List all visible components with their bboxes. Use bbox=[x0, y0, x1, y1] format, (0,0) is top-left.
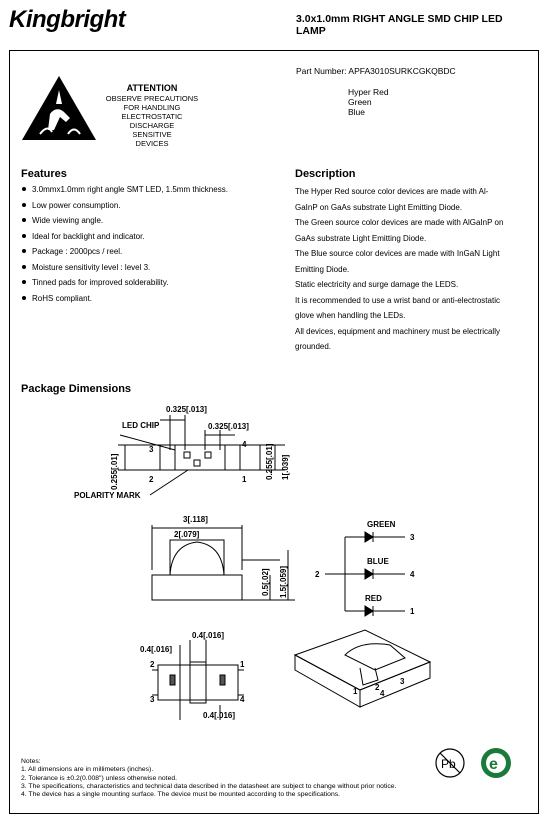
pin-label: 3 bbox=[400, 677, 405, 686]
dim-label: 0.4[.016] bbox=[203, 711, 236, 720]
pin-label: 2 bbox=[315, 570, 320, 579]
pin-label: 1 bbox=[240, 660, 245, 669]
pin-label: 4 bbox=[242, 440, 247, 449]
led-chip-label: LED CHIP bbox=[122, 421, 160, 430]
dim-label: 0.4[.016] bbox=[192, 631, 225, 640]
pin-label: 4 bbox=[240, 695, 245, 704]
pin-label: 2 bbox=[150, 660, 155, 669]
pin-label: 2 bbox=[375, 683, 380, 692]
features-list bbox=[21, 184, 228, 308]
isometric-view bbox=[295, 630, 430, 707]
rohs-icon bbox=[478, 747, 514, 779]
brand-logo: Kingbright bbox=[9, 6, 126, 33]
dim-label: 0.255[.01] bbox=[265, 443, 274, 480]
circuit-diagram bbox=[325, 532, 405, 616]
list-item: Low power consumption. bbox=[21, 200, 228, 216]
list-item: Wide viewing angle. bbox=[21, 215, 228, 231]
description-heading: Description bbox=[295, 168, 356, 180]
svg-text:Pb: Pb bbox=[441, 757, 456, 771]
pin-label: 2 bbox=[149, 475, 154, 484]
attention-title: ATTENTION bbox=[126, 83, 178, 93]
dim-label: 3[.118] bbox=[183, 515, 208, 524]
red-label: RED bbox=[365, 594, 382, 603]
dim-label: 1[.039] bbox=[281, 454, 290, 480]
list-item: Ideal for backlight and indicator. bbox=[21, 231, 228, 247]
svg-text:e: e bbox=[489, 756, 498, 773]
pin-label: 4 bbox=[380, 689, 385, 698]
list-item: RoHS compliant. bbox=[21, 293, 228, 309]
list-item: 3.0mmx1.0mm right angle SMT LED, 1.5mm thickness. bbox=[21, 184, 228, 200]
dim-label: 0.255[.01] bbox=[110, 453, 119, 490]
list-item: Package : 2000pcs / reel. bbox=[21, 246, 228, 262]
pin-label: 3 bbox=[150, 695, 155, 704]
features-heading: Features bbox=[21, 168, 67, 180]
dim-label: 0.325[.013] bbox=[166, 405, 207, 414]
pin-label: 3 bbox=[410, 533, 415, 542]
document-title: 3.0x1.0mm RIGHT ANGLE SMD CHIP LED LAMP bbox=[296, 13, 503, 37]
color-list: Hyper Red Green Blue bbox=[348, 87, 389, 117]
pin-label: 4 bbox=[410, 570, 415, 579]
pb-free-icon bbox=[432, 747, 468, 779]
notes: Notes: 1. All dimensions are in millimeters (inches). 2. Tolerance is ±0.2(0.008") unless otherwise noted. 3. The specifications, characteristics and technical data described in the datasheet are subject to change without prior notice. 4. The device has a single mounting surface. The device must be mounted according to the specifications. bbox=[21, 758, 397, 799]
blue-label: BLUE bbox=[367, 557, 389, 566]
dim-label: 0.4[.016] bbox=[140, 645, 173, 654]
list-item: Tinned pads for improved solderability. bbox=[21, 277, 228, 293]
dim-label: 1.5[.059] bbox=[279, 565, 288, 598]
list-item: Moisture sensitivity level : level 3. bbox=[21, 262, 228, 278]
pin-label: 1 bbox=[353, 687, 358, 696]
attention-text: OBSERVE PRECAUTIONS FOR HANDLING ELECTROSTATIC DISCHARGE SENSITIVE DEVICES bbox=[105, 94, 199, 148]
polarity-mark-label: POLARITY MARK bbox=[74, 491, 141, 500]
dim-label: 0.325[.013] bbox=[208, 422, 249, 431]
dim-label: 2[.079] bbox=[174, 530, 200, 539]
package-drawing bbox=[60, 400, 500, 730]
green-label: GREEN bbox=[367, 520, 396, 529]
esd-warning-icon bbox=[20, 74, 98, 142]
package-dimensions-heading: Package Dimensions bbox=[21, 383, 132, 395]
pin-label: 1 bbox=[242, 475, 247, 484]
description-text: The Hyper Red source color devices are made with Al- GaInP on GaAs substrate Light Emitting Diode. The Green source color devices are made with AlGaInP on GaAs substrate Light Emitting Diode. The Blue source color devices are made with InGaN Light Emitting Diode. Static electricity and surge damage the LEDS. It is recommended to use a wrist band or anti-electrostatic glove when handling the LEDs. All devices, equipment and machinery must be electrically grounded. bbox=[295, 187, 504, 351]
dim-label: 0.5[.02] bbox=[261, 568, 270, 596]
pin-label: 1 bbox=[410, 607, 415, 616]
pin-label: 3 bbox=[149, 445, 154, 454]
part-number: Part Number: APFA3010SURKCGKQBDC bbox=[296, 66, 456, 76]
